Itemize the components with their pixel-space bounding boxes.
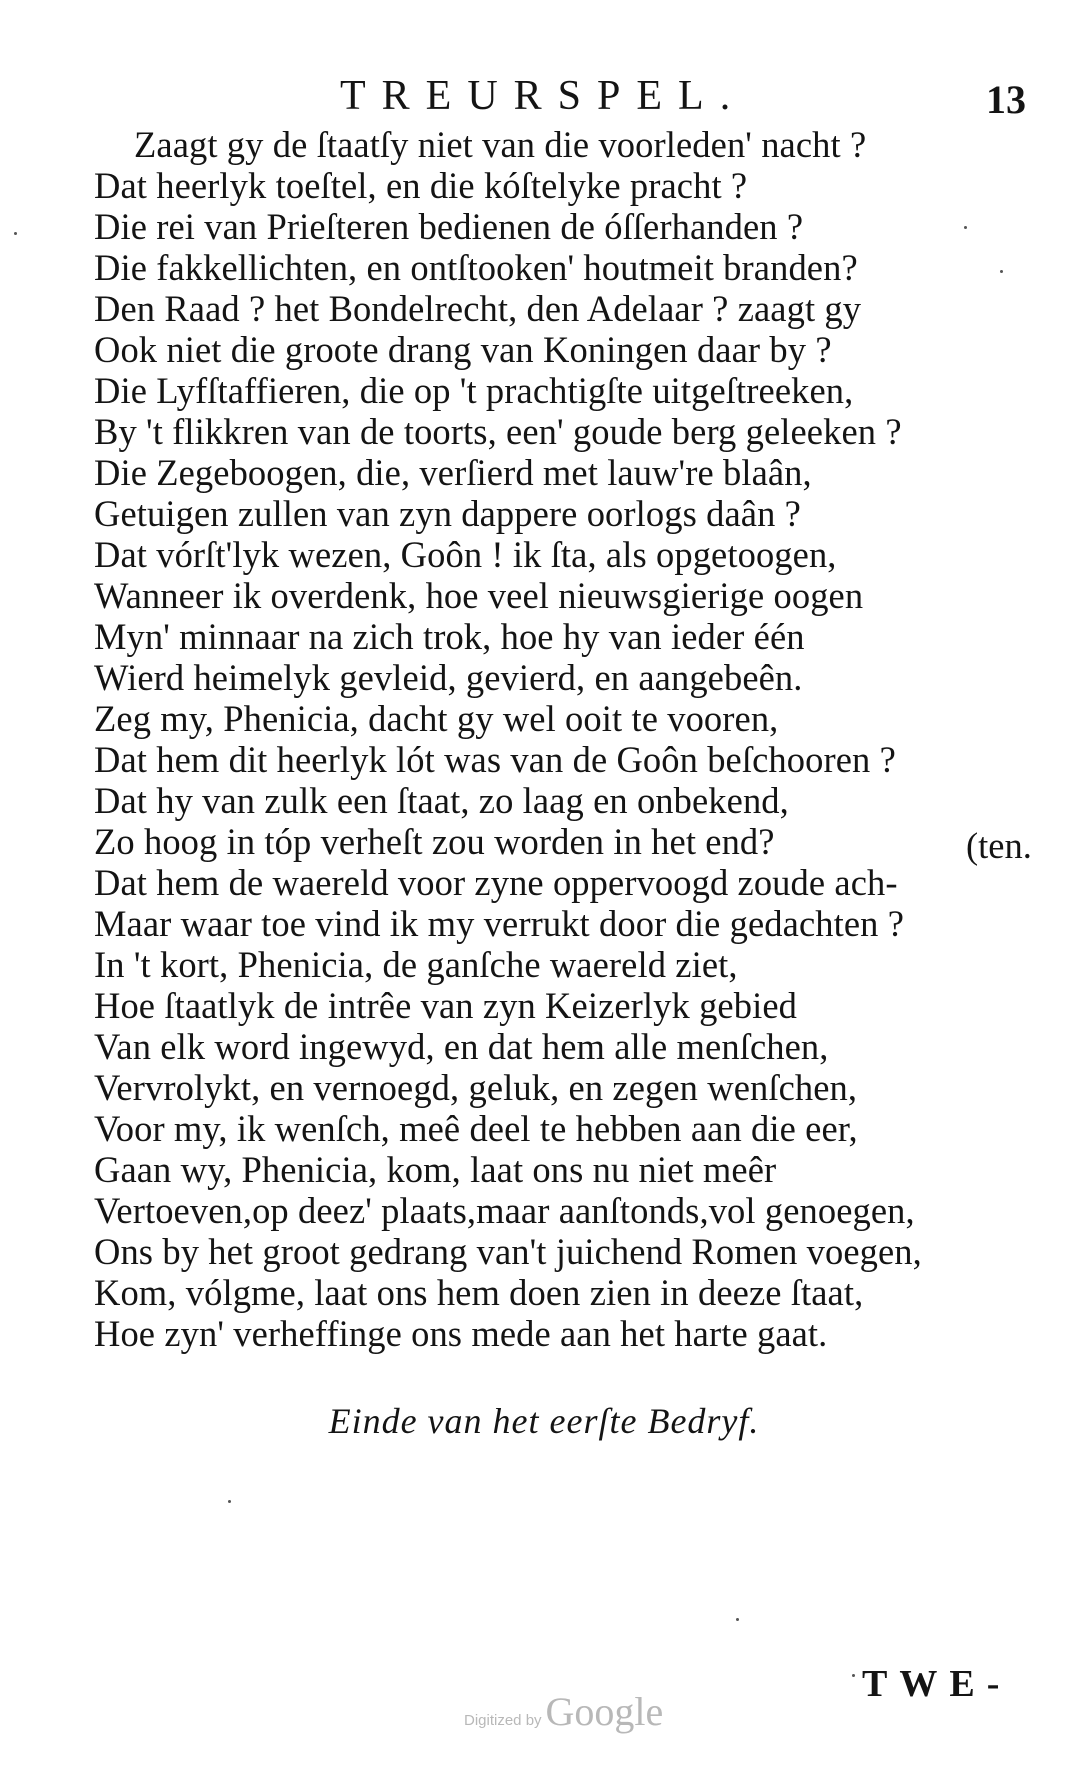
verse-line: Wierd heimelyk gevleid, gevierd, en aangebeên. <box>94 657 803 698</box>
verse-line: Maar waar toe vind ik my verrukt door die gedachten ? <box>94 903 905 944</box>
running-title: TREURSPEL. <box>340 73 747 119</box>
verse-line: Zo hoog in tóp verheſt zou worden in het end? <box>94 821 775 862</box>
verse-line: Vervrolykt, en vernoegd, geluk, en zegen wenſchen, <box>94 1067 858 1108</box>
verse-line: Dat heerlyk toeſtel, en die kóſtelyke pracht ? <box>94 165 748 206</box>
verse-line: Voor my, ik wenſch, meê deel te hebben aan die eer, <box>94 1108 858 1149</box>
verse-line: Wanneer ik overdenk, hoe veel nieuwsgierige oogen <box>94 575 864 616</box>
verse-line: Vertoeven,op deez' plaats,maar aanſtonds,vol genoegen, <box>94 1190 915 1231</box>
verse-line: Hoe zyn' verheffinge ons mede aan het harte gaat. <box>94 1313 828 1354</box>
print-speck <box>14 232 17 235</box>
verse-line: Dat hy van zulk een ſtaat, zo laag en onbekend, <box>94 780 789 821</box>
verse-line: Die rei van Prieſteren bedienen de óſſerhanden ? <box>94 206 804 247</box>
verse-line: Dat hem dit heerlyk lót was van de Goôn beſchooren ? <box>94 739 896 780</box>
verse-line: Die Zegeboogen, die, verſierd met lauw're blaân, <box>94 452 812 493</box>
page-number: 13 <box>986 77 1026 122</box>
verse-line: Dat vórſt'lyk wezen, Goôn ! ik ſta, als opgetoogen, <box>94 534 837 575</box>
verse-line: Die fakkellichten, en ontſtooken' houtmeit branden? <box>94 247 858 288</box>
verse-line: Getuigen zullen van zyn dappere oorlogs daân ? <box>94 493 801 534</box>
verse-line: Dat hem de waereld voor zyne oppervoogd zoude ach- <box>94 862 898 903</box>
verse-runover: (ten. <box>966 825 1032 866</box>
print-speck <box>1000 270 1003 273</box>
verse-line: Kom, vólgme, laat ons hem doen zien in deeze ſtaat, <box>94 1272 864 1313</box>
print-speck <box>964 226 967 229</box>
act-end-heading: Einde van het eerſte Bedryf. <box>328 1401 760 1441</box>
verse-line: In 't kort, Phenicia, de ganſche waereld ziet, <box>94 944 738 985</box>
catchword: TWE- <box>862 1663 1012 1705</box>
verse-line: Hoe ſtaatlyk de intrêe van zyn Keizerlyk gebied <box>94 985 797 1026</box>
verse-line: Den Raad ? het Bondelrecht, den Adelaar ? zaagt gy <box>94 288 862 329</box>
verse-line: Myn' minnaar na zich trok, hoe hy van ieder één <box>94 616 805 657</box>
print-speck <box>228 1500 231 1503</box>
verse-line: Zeg my, Phenicia, dacht gy wel ooit te vooren, <box>94 698 779 739</box>
print-speck <box>736 1618 739 1621</box>
verse-line: Zaagt gy de ſtaatſy niet van die voorleden' nacht ? <box>134 124 867 165</box>
verse-line: Van elk word ingewyd, en dat hem alle menſchen, <box>94 1026 829 1067</box>
watermark-prefix: Digitized by <box>464 1712 542 1729</box>
verse-line: By 't flikkren van de toorts, een' goude berg geleeken ? <box>94 411 902 452</box>
verse-line: Die Lyfſtaffieren, die op 't prachtigſte uitgeſtreeken, <box>94 370 854 411</box>
digitization-watermark <box>464 1688 663 1735</box>
verse-line: Ons by het groot gedrang van't juichend Romen voegen, <box>94 1231 922 1272</box>
verse-line: Ook niet die groote drang van Koningen daar by ? <box>94 329 832 370</box>
print-speck <box>852 1674 855 1677</box>
verse-line: Gaan wy, Phenicia, kom, laat ons nu niet meêr <box>94 1149 777 1190</box>
verse-block <box>94 124 1054 1354</box>
watermark-brand: Google <box>545 1689 664 1734</box>
